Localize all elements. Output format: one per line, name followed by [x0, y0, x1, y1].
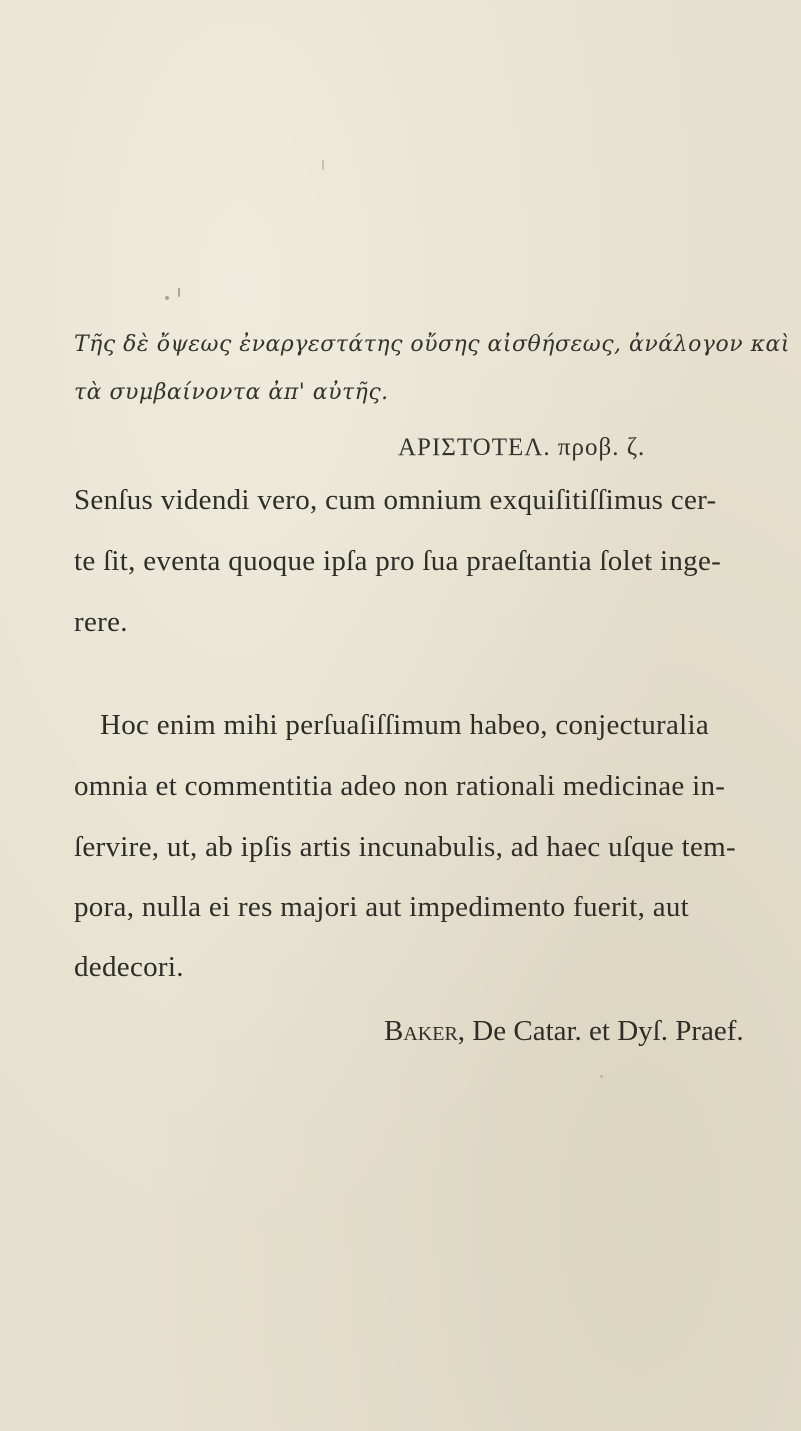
- paper-speck: [165, 296, 169, 300]
- attribution-author: Baker,: [384, 1015, 466, 1047]
- epigraph-line-2: omnia et commentitia adeo non rationali medicinae in-: [74, 770, 726, 802]
- attribution-work: De Catar. et Dyſ. Praef.: [472, 1015, 744, 1047]
- attribution: [384, 1015, 744, 1048]
- epigraph-line-4: pora, nulla ei res majori aut impedimento fuerit, aut: [74, 891, 690, 923]
- translation-line-3: rere.: [74, 606, 128, 638]
- source-heading: ΑΡΙΣΤΟΤΕΛ. προβ. ζ.: [398, 434, 646, 461]
- epigraph-line-3: ſervire, ut, ab ipſis artis incunabulis, ad haec uſque tem-: [74, 831, 736, 863]
- paper-speck: [322, 160, 324, 170]
- translation-line-2: te ſit, eventa quoque ipſa pro ſua praeſtantia ſolet inge-: [74, 545, 722, 577]
- paper-speck: [600, 1075, 603, 1078]
- greek-quote-line-2: τὰ συμβαίνοντα ἀπ' αὐτῆς.: [74, 380, 389, 405]
- epigraph-line-5: dedecori.: [74, 951, 184, 983]
- paper-speck: [178, 288, 180, 297]
- epigraph-line-1: Hoc enim mihi perſuaſiſſimum habeo, conjecturalia: [100, 709, 710, 741]
- translation-line-1: Senſus videndi vero, cum omnium exquiſitiſſimus cer-: [74, 484, 717, 516]
- greek-quote-line-1: Τῆς δὲ ὄψεως ἐναργεστάτης οὔσης αἰσθήσεως, ἀνάλογον καὶ: [74, 332, 790, 357]
